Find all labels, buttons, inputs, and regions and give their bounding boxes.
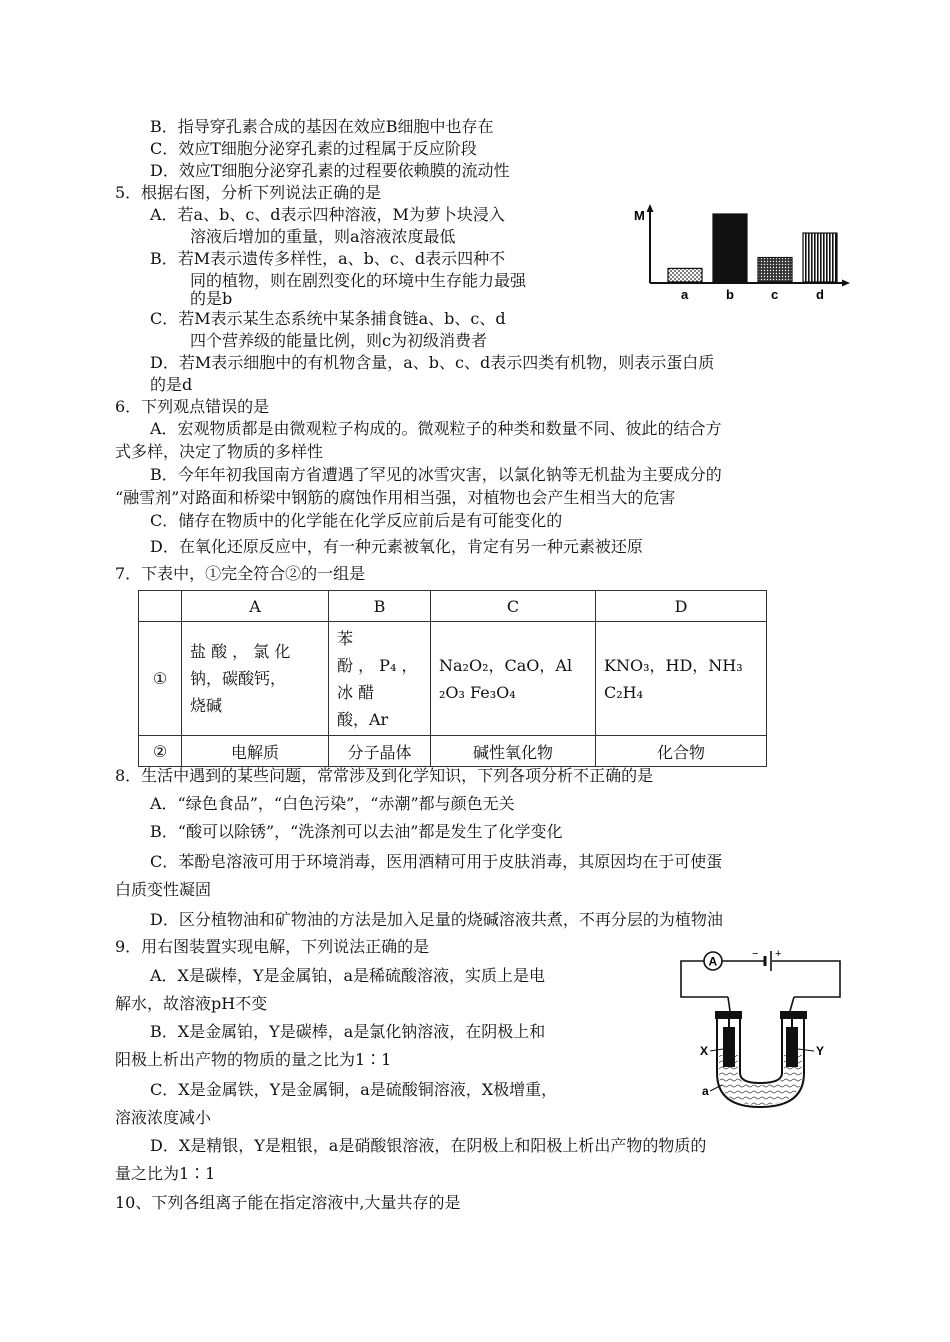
electrode-y	[786, 1027, 798, 1067]
q7-row-1	[139, 622, 767, 736]
q5-option-a-line2: 溶液后增加的重量，则a溶液浓度最低	[190, 227, 456, 246]
u-tube-inner	[740, 1011, 782, 1083]
q4-option-c: C．效应T细胞分泌穿孔素的过程属于反应阶段	[150, 139, 477, 158]
q9-option-a-line1: A．X是碳棒，Y是金属铂，a是稀硫酸溶液，实质上是电	[150, 966, 546, 985]
q5-bar-b	[713, 214, 747, 282]
q5-bar-d	[803, 233, 837, 282]
q5-stem: 5．根据右图，分析下列说法正确的是	[115, 183, 382, 202]
electrode-x	[723, 1027, 735, 1067]
q9-stem: 9．用右图装置实现电解，下列说法正确的是	[115, 937, 430, 956]
q8-option-c-line2: 白质变性凝固	[115, 880, 212, 899]
q10-stem: 10、下列各组离子能在指定溶液中,大量共存的是	[115, 1193, 461, 1212]
q5-option-b-line3: 的是b	[190, 289, 233, 308]
label-y: Y	[816, 1044, 825, 1058]
q5-option-a-line1: A．若a、b、c、d表示四种溶液，M为萝卜块浸入	[150, 205, 505, 224]
q7-row2-cell-a: 电解质	[182, 736, 329, 767]
label-a: a	[702, 1084, 709, 1098]
q9-option-d-line2: 量之比为1∶1	[115, 1164, 216, 1183]
q7-header-d: D	[596, 591, 767, 622]
q5-bar-label-a: a	[681, 287, 689, 302]
battery-plus: +	[775, 948, 782, 960]
q9-option-c-line1: C．X是金属铁，Y是金属铜，a是硫酸铜溶液，X极增重，	[150, 1080, 558, 1099]
wire-right	[772, 961, 840, 997]
q5-bar-label-d: d	[816, 287, 824, 302]
q5-bar-c	[758, 258, 792, 282]
q7-row1-cell-a: 盐 酸 ， 氯 化 钠，碳酸钙， 烧碱	[182, 622, 329, 736]
q7-table	[138, 590, 767, 767]
lead-right	[790, 997, 794, 1011]
q5-bar-label-c: c	[771, 287, 779, 302]
q7-row1-cell-d: KNO₃，HD，NH₃ C₂H₄	[596, 622, 767, 736]
q5-y-arrow	[647, 204, 654, 212]
q9-option-c-line2: 溶液浓度减小	[115, 1108, 212, 1127]
q7-row2-cell-c: 碱性氧化物	[431, 736, 596, 767]
q7-header-c: C	[431, 591, 596, 622]
q9-option-b-line2: 阳极上析出产物的物质的量之比为1∶1	[115, 1050, 392, 1069]
q9-option-a-line2: 解水，故溶液pH不变	[115, 994, 268, 1013]
q5-option-d-line2: 的是d	[150, 375, 193, 394]
stopper-left	[715, 1011, 742, 1019]
q9-option-b-line1: B．X是金属铂，Y是碳棒，a是氯化钠溶液，在阴极上和	[150, 1022, 546, 1041]
q4-option-d: D．效应T细胞分泌穿孔素的过程要依赖膜的流动性	[150, 161, 510, 180]
q4-option-b: B．指导穿孔素合成的基因在效应B细胞中也存在	[150, 117, 494, 136]
q6-option-a-line2: 式多样，决定了物质的多样性	[115, 442, 324, 461]
q7-row-2	[139, 736, 767, 767]
q7-stem: 7．下表中，①完全符合②的一组是	[115, 564, 366, 583]
q6-option-a-line1: A．宏观物质都是由微观粒子构成的。微观粒子的种类和数量不同、彼此的结合方	[150, 419, 722, 438]
q6-option-b-line1: B．今年年初我国南方省遭遇了罕见的冰雪灾害，以氯化钠等无机盐为主要成分的	[150, 465, 722, 484]
q5-option-b-line2: 同的植物，则在剧烈变化的环境中生存能力最强	[190, 271, 527, 290]
q6-option-b-line2: “融雪剂”对路面和桥梁中钢筋的腐蚀作用相当强，对植物也会产生相当大的危害	[115, 488, 676, 507]
q6-option-d: D．在氧化还原反应中，有一种元素被氧化，肯定有另一种元素被还原	[150, 537, 643, 556]
q5-bar-a	[668, 268, 702, 282]
lead-left	[728, 997, 730, 1011]
q7-header-a: A	[182, 591, 329, 622]
q7-row2-cell-b: 分子晶体	[329, 736, 431, 767]
q8-option-d: D．区分植物油和矿物油的方法是加入足量的烧碱溶液共煮，不再分层的为植物油	[150, 910, 723, 929]
q7-header-b: B	[329, 591, 431, 622]
q7-row2-cell-d: 化合物	[596, 736, 767, 767]
q7-row1-label: ①	[139, 622, 182, 736]
q7-header-row	[139, 591, 767, 622]
q5-option-c-line2: 四个营养级的能量比例，则c为初级消费者	[190, 331, 487, 350]
q5-bar-label-b: b	[726, 287, 734, 302]
q5-x-arrow	[842, 280, 850, 287]
q7-corner-cell	[139, 591, 182, 622]
q6-option-c: C．储存在物质中的化学能在化学反应前后是有可能变化的	[150, 511, 563, 530]
stopper-right	[780, 1011, 807, 1019]
q7-row1-cell-b: 苯 酚 ， P₄ ， 冰 醋 酸，Ar	[329, 622, 431, 736]
q5-option-b-line1: B．若M表示遗传多样性，a、b、c、d表示四种不	[150, 249, 506, 268]
q8-option-b: B．“酸可以除锈”，“洗涤剂可以去油”都是发生了化学变化	[150, 822, 563, 841]
q8-stem: 8．生活中遇到的某些问题，常常涉及到化学知识，下列各项分析不正确的是	[115, 766, 654, 785]
q9-option-d-line1: D．X是精银，Y是粗银，a是硝酸银溶液，在阴极上和阳极上析出产物的物质的	[150, 1136, 707, 1155]
ammeter-label: A	[708, 954, 718, 969]
q8-option-c-line1: C．苯酚皂溶液可用于环境消毒，医用酒精可用于皮肤消毒，其原因均在于可使蛋	[150, 852, 723, 871]
q7-row2-label: ②	[139, 736, 182, 767]
q9-electrolysis-figure	[672, 945, 850, 1115]
q6-stem: 6．下列观点错误的是	[115, 397, 270, 416]
battery-minus: −	[752, 948, 759, 960]
q5-bar-figure	[628, 200, 853, 305]
q5-option-c-line1: C．若M表示某生态系统中某条捕食链a、b、c、d	[150, 309, 506, 328]
q8-option-a: A．“绿色食品”，“白色污染”，“赤潮”都与颜色无关	[150, 794, 515, 813]
q5-axis-label: M	[634, 208, 645, 223]
label-x: X	[700, 1044, 709, 1058]
q5-option-d-line1: D．若M表示细胞中的有机物含量，a、b、c、d表示四类有机物，则表示蛋白质	[150, 353, 715, 372]
q7-row1-cell-c: Na₂O₂，CaO，Al ₂O₃ Fe₃O₄	[431, 622, 596, 736]
